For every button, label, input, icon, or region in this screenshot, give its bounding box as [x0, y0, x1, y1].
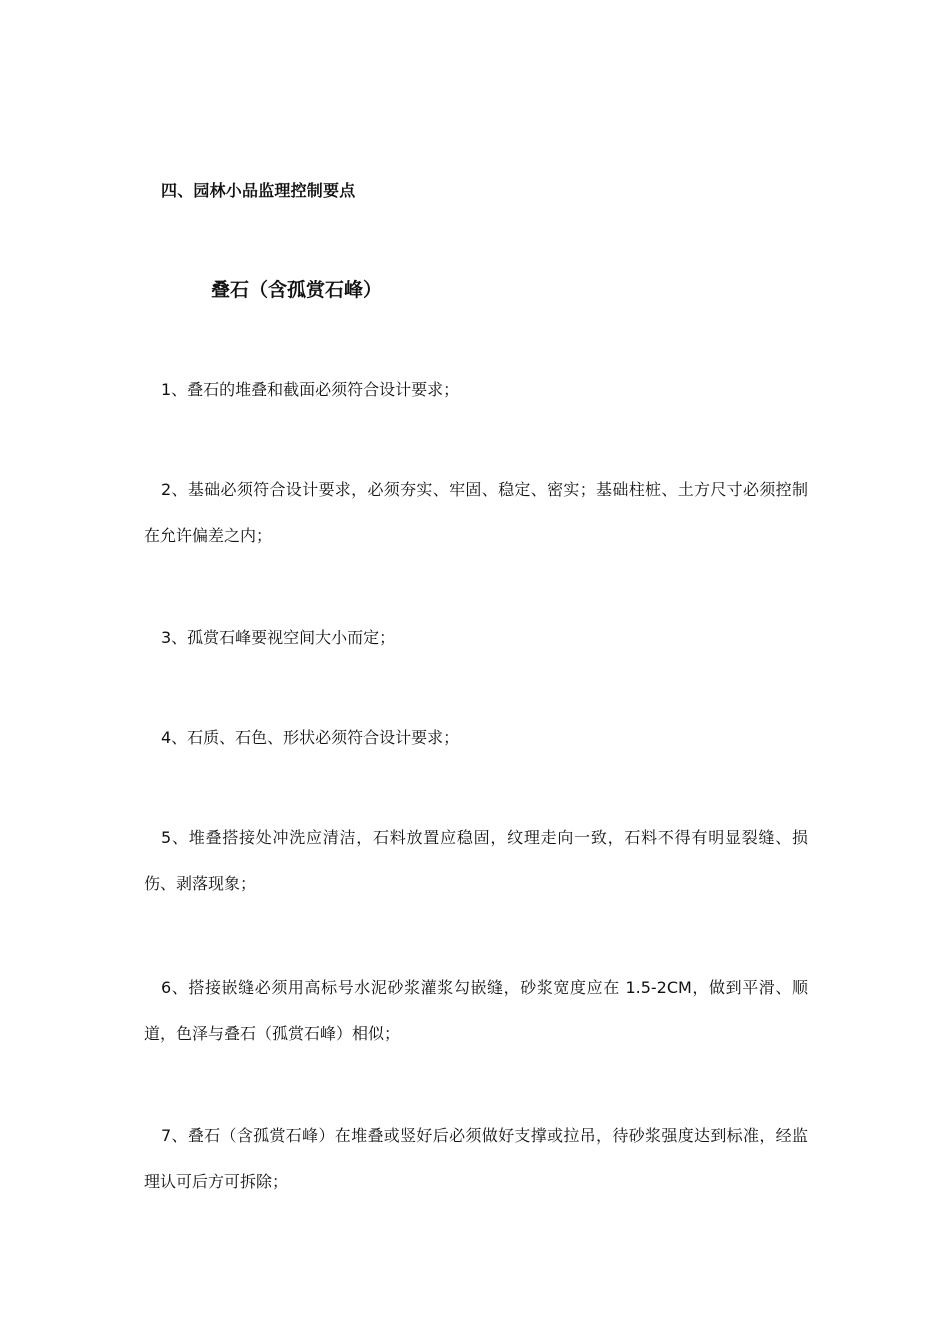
list-item: 7、叠石（含孤赏石峰）在堆叠或竖好后必须做好支撑或拉吊，待砂浆强度达到标准，经监理认可后方可拆除；	[144, 1126, 808, 1191]
list-item: 5、堆叠搭接处冲洗应清洁，石料放置应稳固，纹理走向一致，石料不得有明显裂缝、损伤、剥落现象；	[144, 828, 808, 893]
section-heading: 四、园林小品监理控制要点	[161, 181, 356, 200]
list-item: 6、搭接嵌缝必须用高标号水泥砂浆灌浆勾嵌缝，砂浆宽度应在 1.5-2CM，做到平滑、顺道，色泽与叠石（孤赏石峰）相似；	[144, 978, 808, 1043]
list-item: 3、孤赏石峰要视空间大小而定；	[161, 628, 396, 647]
list-item: 4、石质、石色、形状必须符合设计要求；	[161, 728, 460, 747]
subheading: 叠石（含孤赏石峰）	[211, 279, 383, 301]
list-item: 1、叠石的堆叠和截面必须符合设计要求；	[161, 380, 460, 399]
list-item: 2、基础必须符合设计要求，必须夯实、牢固、稳定、密实；基础柱桩、土方尺寸必须控制在允许偏差之内；	[144, 480, 808, 545]
